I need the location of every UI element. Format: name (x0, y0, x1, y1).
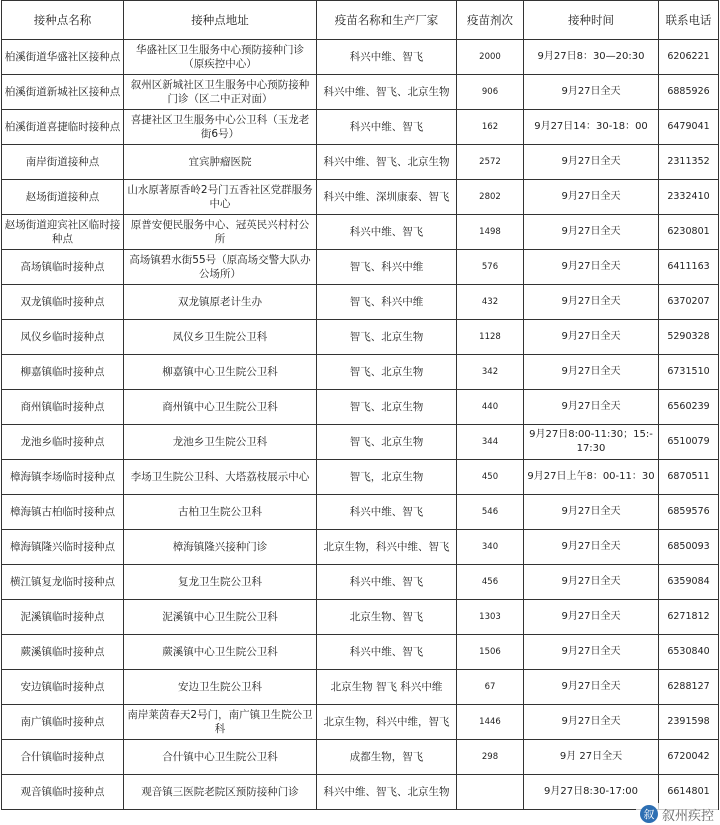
table-row (2, 600, 719, 635)
cell-time: 9月27日全天 (524, 635, 659, 670)
cell-address: 商州镇中心卫生院公卫科 (124, 390, 317, 425)
cell-time: 9月27日全天 (524, 145, 659, 180)
cell-phone: 2311352 (659, 145, 719, 180)
cell-site-name: 蕨溪镇临时接种点 (2, 635, 124, 670)
watermark-text: 叙州疾控 (661, 808, 714, 824)
cell-address: 原普安便民服务中心、冠英民兴村村公所 (124, 215, 317, 250)
cell-address: 观音镇三医院老院区预防接种门诊 (124, 775, 317, 810)
cell-vaccine: 科兴中维、智飞 (317, 215, 457, 250)
cell-site-name: 樟海镇古柏临时接种点 (2, 495, 124, 530)
cell-doses: 67 (457, 670, 524, 705)
table-row (2, 670, 719, 705)
cell-vaccine: 科兴中维、智飞、北京生物 (317, 75, 457, 110)
cell-vaccine: 智飞、北京生物 (317, 425, 457, 460)
cell-site-name: 赵场街道迎宾社区临时接种点 (2, 215, 124, 250)
cell-site-name: 龙池乡临时接种点 (2, 425, 124, 460)
cell-site-name: 樟海镇隆兴临时接种点 (2, 530, 124, 565)
cell-vaccine: 科兴中维、智飞、北京生物 (317, 145, 457, 180)
table-row (2, 285, 719, 320)
cell-doses: 456 (457, 565, 524, 600)
cell-address: 华盛社区卫生服务中心预防接种门诊（原疾控中心） (124, 40, 317, 75)
cell-time: 9月27日全天 (524, 285, 659, 320)
cell-site-name: 合什镇临时接种点 (2, 740, 124, 775)
cell-site-name: 南岸街道接种点 (2, 145, 124, 180)
vaccination-sites-table (1, 0, 719, 810)
cell-time: 9月27日8：30—20:30 (524, 40, 659, 75)
header-phone: 联系电话 (659, 1, 719, 40)
cell-vaccine: 科兴中维、智飞、北京生物 (317, 775, 457, 810)
cell-time: 9月27日全天 (524, 320, 659, 355)
cell-phone: 6271812 (659, 600, 719, 635)
table-row (2, 355, 719, 390)
cell-site-name: 凤仪乡临时接种点 (2, 320, 124, 355)
cell-doses: 2572 (457, 145, 524, 180)
cell-address: 合什镇中心卫生院公卫科 (124, 740, 317, 775)
cell-doses: 340 (457, 530, 524, 565)
cell-doses: 342 (457, 355, 524, 390)
cell-site-name: 商州镇临时接种点 (2, 390, 124, 425)
cell-address: 蕨溪镇中心卫生院公卫科 (124, 635, 317, 670)
cell-time: 9月27日全天 (524, 75, 659, 110)
cell-site-name: 双龙镇临时接种点 (2, 285, 124, 320)
cell-phone: 2332410 (659, 180, 719, 215)
cell-phone: 2391598 (659, 705, 719, 740)
cell-vaccine: 北京生物、智飞 (317, 600, 457, 635)
cell-time: 9月27日全天 (524, 215, 659, 250)
cell-time: 9月27日全天 (524, 180, 659, 215)
cell-time: 9月27日上午8：00-11：30 (524, 460, 659, 495)
table-row (2, 320, 719, 355)
cell-site-name: 泥溪镇临时接种点 (2, 600, 124, 635)
cell-vaccine: 北京生物，科兴中维、智飞 (317, 530, 457, 565)
cell-site-name: 南广镇临时接种点 (2, 705, 124, 740)
cell-phone: 6560239 (659, 390, 719, 425)
cell-address: 柳嘉镇中心卫生院公卫科 (124, 355, 317, 390)
cell-vaccine: 科兴中维、智飞 (317, 635, 457, 670)
cell-phone: 6885926 (659, 75, 719, 110)
header-vaccine: 疫苗名称和生产厂家 (317, 1, 457, 40)
cell-doses: 162 (457, 110, 524, 145)
cell-vaccine: 智飞、北京生物 (317, 390, 457, 425)
table-row (2, 250, 719, 285)
table-row (2, 460, 719, 495)
table-row (2, 40, 719, 75)
cell-time: 9月27日8:30-17:00 (524, 775, 659, 810)
cell-site-name: 樟海镇李场临时接种点 (2, 460, 124, 495)
cell-doses: 450 (457, 460, 524, 495)
cell-address: 复龙卫生院公卫科 (124, 565, 317, 600)
cell-doses: 2000 (457, 40, 524, 75)
cell-address: 高场镇碧水街55号（原高场交警大队办公场所） (124, 250, 317, 285)
cell-time: 9月27日全天 (524, 670, 659, 705)
cell-vaccine: 智飞，北京生物 (317, 460, 457, 495)
cell-vaccine: 北京生物 智飞 科兴中维 (317, 670, 457, 705)
cell-time: 9月27日全天 (524, 530, 659, 565)
cell-address: 宜宾肿瘤医院 (124, 145, 317, 180)
table-row (2, 495, 719, 530)
cell-site-name: 赵场街道接种点 (2, 180, 124, 215)
header-time: 接种时间 (524, 1, 659, 40)
cell-doses: 1506 (457, 635, 524, 670)
cell-address: 南岸莱茵春天2号门，南广镇卫生院公卫科 (124, 705, 317, 740)
cell-doses: 344 (457, 425, 524, 460)
table-row (2, 215, 719, 250)
cell-phone: 6720042 (659, 740, 719, 775)
cell-phone: 6859576 (659, 495, 719, 530)
cell-vaccine: 科兴中维、深圳康泰、智飞 (317, 180, 457, 215)
table-row (2, 775, 719, 810)
table-row (2, 180, 719, 215)
cell-phone: 6230801 (659, 215, 719, 250)
cell-address: 樟海镇隆兴接种门诊 (124, 530, 317, 565)
cell-address: 叙州区新城社区卫生服务中心预防接种门诊（区二中正对面） (124, 75, 317, 110)
cell-phone: 6510079 (659, 425, 719, 460)
cell-doses: 1128 (457, 320, 524, 355)
cell-site-name: 柏溪街道喜捷临时接种点 (2, 110, 124, 145)
cell-address: 安边卫生院公卫科 (124, 670, 317, 705)
cell-site-name: 柳嘉镇临时接种点 (2, 355, 124, 390)
cell-address: 山水原著原香岭2号门五香社区党群服务中心 (124, 180, 317, 215)
table-header-row (2, 1, 719, 40)
cell-phone: 6206221 (659, 40, 719, 75)
cell-site-name: 安边镇临时接种点 (2, 670, 124, 705)
cell-address: 泥溪镇中心卫生院公卫科 (124, 600, 317, 635)
cell-time: 9月 27日全天 (524, 740, 659, 775)
table-row (2, 425, 719, 460)
cell-address: 古柏卫生院公卫科 (124, 495, 317, 530)
cell-vaccine: 科兴中维、智飞 (317, 40, 457, 75)
cell-time: 9月27日全天 (524, 495, 659, 530)
cell-phone: 6731510 (659, 355, 719, 390)
watermark (636, 803, 718, 825)
cell-phone: 6479041 (659, 110, 719, 145)
header-doses: 疫苗剂次 (457, 1, 524, 40)
table-row (2, 390, 719, 425)
cell-time: 9月27日全天 (524, 705, 659, 740)
cell-site-name: 柏溪街道新城社区接种点 (2, 75, 124, 110)
cell-vaccine: 科兴中维、智飞 (317, 565, 457, 600)
table-row (2, 530, 719, 565)
header-site-name: 接种点名称 (2, 1, 124, 40)
table-row (2, 565, 719, 600)
cell-vaccine: 北京生物，科兴中维，智飞 (317, 705, 457, 740)
cell-phone: 6359084 (659, 565, 719, 600)
cell-doses: 2802 (457, 180, 524, 215)
cell-phone: 6530840 (659, 635, 719, 670)
cell-vaccine: 智飞、北京生物 (317, 355, 457, 390)
cell-vaccine: 科兴中维、智飞 (317, 495, 457, 530)
watermark-logo-icon: 叙 (640, 805, 658, 823)
cell-vaccine: 智飞、科兴中维 (317, 250, 457, 285)
cell-doses: 440 (457, 390, 524, 425)
cell-phone: 6850093 (659, 530, 719, 565)
cell-vaccine: 智飞、北京生物 (317, 320, 457, 355)
cell-time: 9月27日全天 (524, 355, 659, 390)
cell-doses: 1303 (457, 600, 524, 635)
table-row (2, 635, 719, 670)
cell-doses: 432 (457, 285, 524, 320)
cell-doses: 1498 (457, 215, 524, 250)
cell-time: 9月27日全天 (524, 250, 659, 285)
cell-address: 凤仪乡卫生院公卫科 (124, 320, 317, 355)
cell-time: 9月27日全天 (524, 390, 659, 425)
table-row (2, 145, 719, 180)
cell-doses (457, 775, 524, 810)
cell-time: 9月27日8:00-11:30；15:-17:30 (524, 425, 659, 460)
cell-vaccine: 成都生物，智飞 (317, 740, 457, 775)
cell-address: 喜捷社区卫生服务中心公卫科（玉龙老街6号） (124, 110, 317, 145)
cell-doses: 576 (457, 250, 524, 285)
cell-doses: 1446 (457, 705, 524, 740)
cell-site-name: 观音镇临时接种点 (2, 775, 124, 810)
cell-site-name: 横江镇复龙临时接种点 (2, 565, 124, 600)
table-row (2, 110, 719, 145)
cell-phone: 6411163 (659, 250, 719, 285)
header-address: 接种点地址 (124, 1, 317, 40)
cell-site-name: 柏溪街道华盛社区接种点 (2, 40, 124, 75)
cell-time: 9月27日全天 (524, 600, 659, 635)
cell-doses: 298 (457, 740, 524, 775)
cell-phone: 6370207 (659, 285, 719, 320)
table-row (2, 705, 719, 740)
cell-address: 双龙镇原老计生办 (124, 285, 317, 320)
cell-vaccine: 智飞、科兴中维 (317, 285, 457, 320)
table-row (2, 740, 719, 775)
cell-time: 9月27日14：30-18：00 (524, 110, 659, 145)
cell-phone: 5290328 (659, 320, 719, 355)
table-row (2, 75, 719, 110)
cell-address: 李场卫生院公卫科、大塔荔枝展示中心 (124, 460, 317, 495)
cell-time: 9月27日全天 (524, 565, 659, 600)
cell-phone: 6614801 (659, 775, 719, 810)
cell-phone: 6870511 (659, 460, 719, 495)
cell-phone: 6288127 (659, 670, 719, 705)
cell-doses: 546 (457, 495, 524, 530)
cell-site-name: 高场镇临时接种点 (2, 250, 124, 285)
cell-address: 龙池乡卫生院公卫科 (124, 425, 317, 460)
cell-vaccine: 科兴中维、智飞 (317, 110, 457, 145)
cell-doses: 906 (457, 75, 524, 110)
